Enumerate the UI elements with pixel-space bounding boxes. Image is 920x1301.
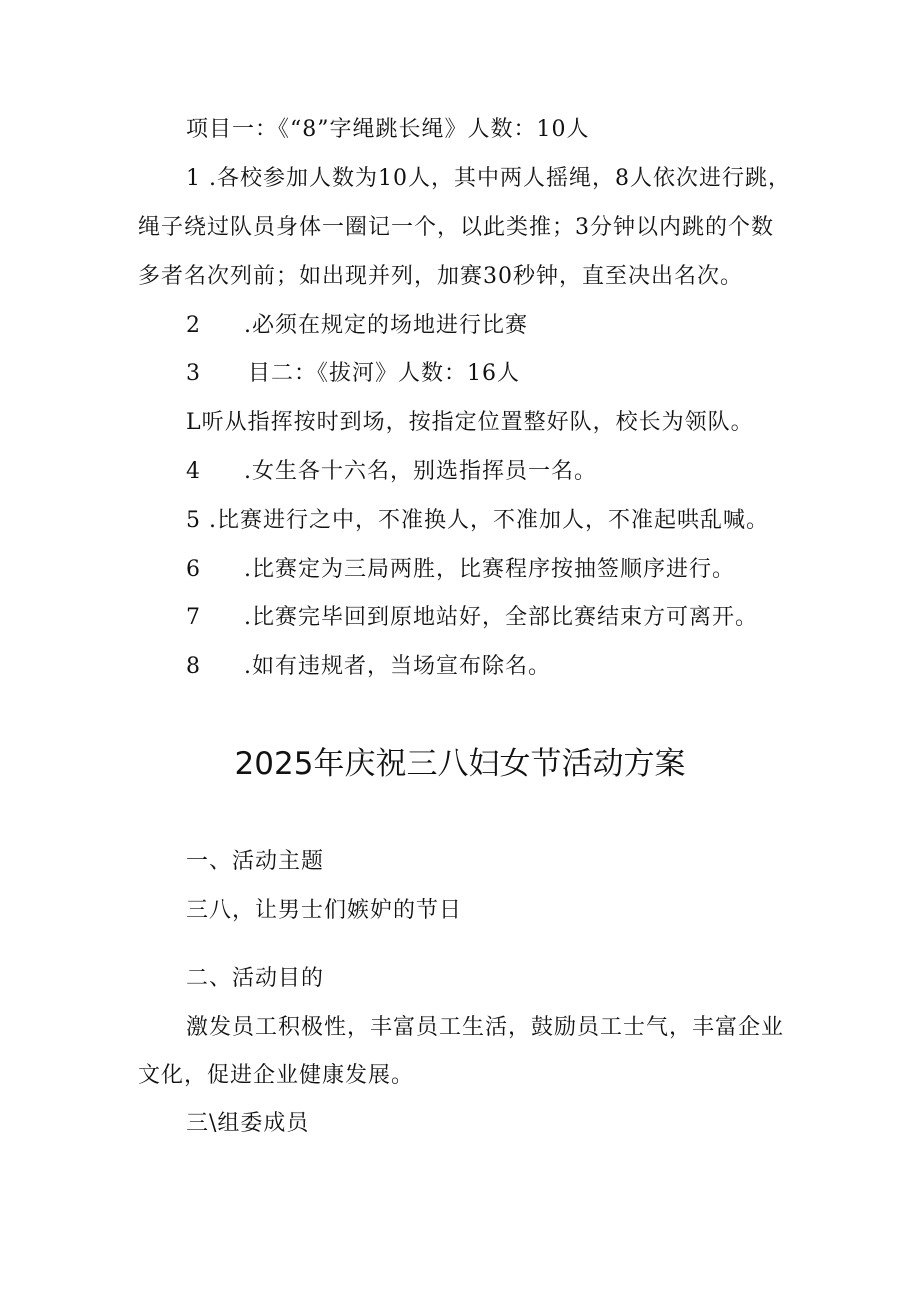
rule3-text: 目二：《拔河》人数：16人	[248, 361, 520, 386]
rule1-line3: 多者名次列前；如出现并列，加赛30秒钟，直至决出名次。	[138, 264, 743, 289]
document-title: 2025年庆祝三八妇女节活动方案	[234, 746, 686, 782]
rule2-number: 2	[186, 313, 201, 338]
rule8-text: .如有违规者，当场宣布除名。	[244, 654, 551, 679]
rule7-number: 7	[186, 605, 201, 630]
purpose-line2: 文化，促进企业健康发展。	[138, 1063, 415, 1088]
ruleL-text: L听从指挥按时到场，按指定位置整好队，校长为领队。	[186, 410, 754, 435]
item1-header: 项目一：《“8”字绳跳长绳》人数：10人	[186, 117, 590, 142]
rule2-text: .必须在规定的场地进行比赛	[244, 313, 528, 338]
rule1-line1: 1 .各校参加人数为10人，其中两人摇绳，8人依次进行跳，	[186, 166, 791, 191]
rule4-number: 4	[186, 459, 201, 484]
rule6-number: 6	[186, 557, 201, 582]
committee-heading: 三\组委成员	[186, 1111, 310, 1136]
rule3-number: 3	[186, 361, 201, 386]
rule1-line2: 绳子绕过队员身体一圈记一个，以此类推；3分钟以内跳的个数	[138, 215, 774, 240]
rule4-text: .女生各十六名，别选指挥员一名。	[244, 459, 597, 484]
rule5-text: 5 .比赛进行之中，不准换人，不准加人，不准起哄乱喊。	[186, 508, 769, 533]
theme-heading: 一、活动主题	[186, 849, 325, 874]
rule6-text: .比赛定为三局两胜，比赛程序按抽签顺序进行。	[244, 557, 735, 582]
rule8-number: 8	[186, 654, 201, 679]
purpose-line1: 激发员工积极性，丰富员工生活，鼓励员工士气，丰富企业	[186, 1015, 785, 1040]
rule7-text: .比赛完毕回到原地站好，全部比赛结束方可离开。	[244, 605, 758, 630]
purpose-heading: 二、活动目的	[186, 966, 325, 991]
theme-text: 三八，让男士们嫉妒的节日	[186, 898, 463, 923]
